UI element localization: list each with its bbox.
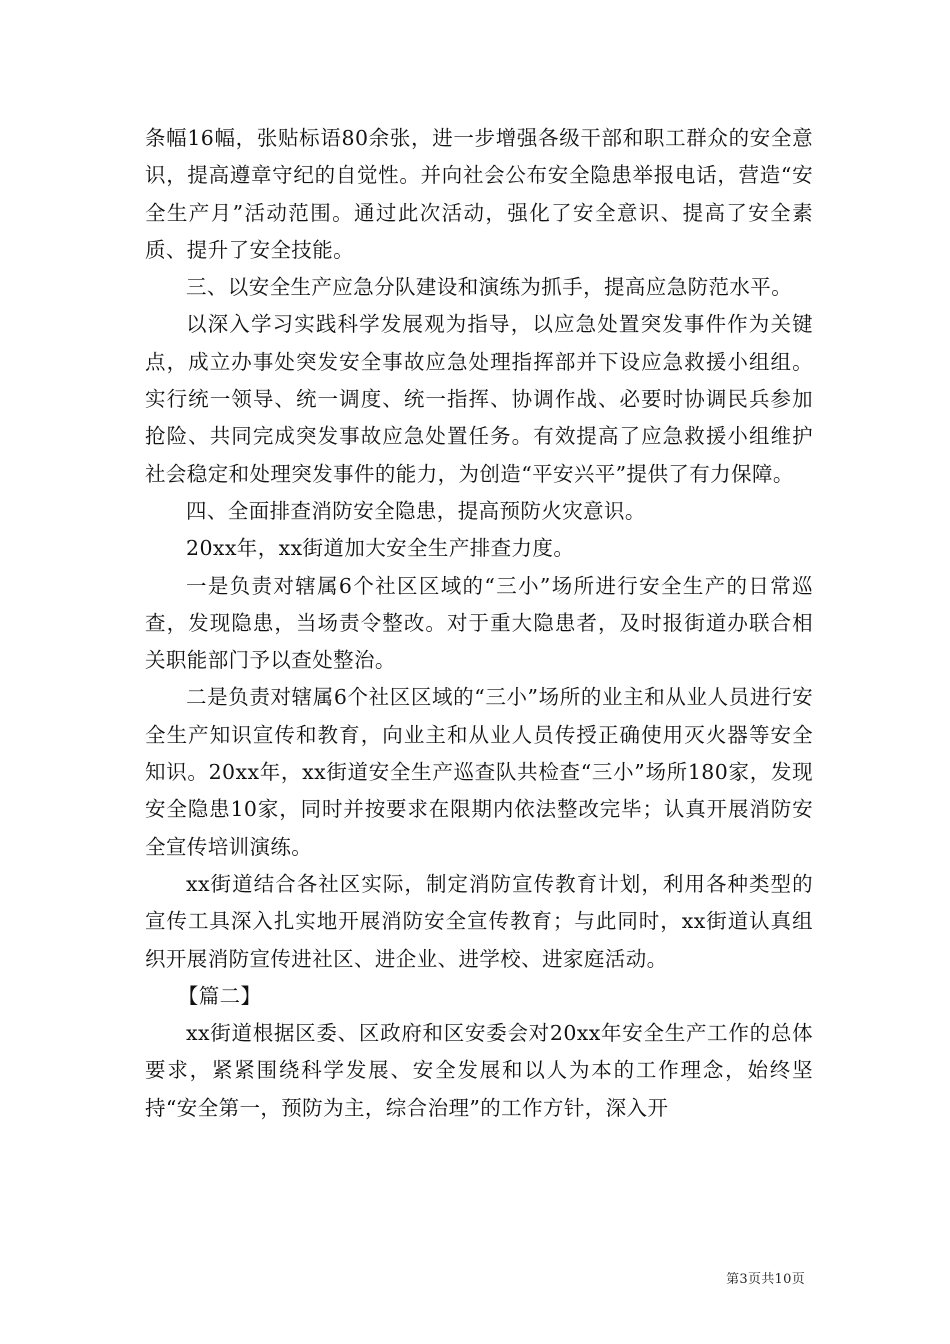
paragraph-emergency-team: 以深入学习实践科学发展观为指导，以应急处置突发事件作为关键点，成立办事处突发安全事故应急处理指挥部并下设应急救援小组组。实行统一领导、统一调度、统一指挥、协调作战、必要时协调民兵参加抢险、共同完成突发事故应急处置任务。有效提高了应急救援小组维护社会稳定和处理突发事件的能力，为创造“平安兴平”提供了有力保障。 <box>145 312 813 486</box>
document-body <box>145 120 813 1127</box>
section-heading-four: 四、全面排查消防安全隐患，提高预防火灾意识。 <box>186 498 646 523</box>
paragraph-inspection-intro: 20xx年，xx街道加大安全生产排查力度。 <box>186 536 575 561</box>
paragraph-point-one: 一是负责对辖属6个社区区域的“三小”场所进行安全生产的日常巡查，发现隐患，当场责令整改。对于重大隐患者，及时报街道办联合相关职能部门予以查处整治。 <box>145 573 813 673</box>
section-heading-three: 三、以安全生产应急分队建设和演练为抓手，提高应急防范水平。 <box>186 275 793 300</box>
paragraph-continuation: 条幅16幅，张贴标语80余张，进一步增强各级干部和职工群众的安全意识，提高遵章守纪的自觉性。并向社会公布安全隐患举报电话，营造“安全生产月”活动范围。通过此次活动，强化了安全意识、提高了安全素质、提升了安全技能。 <box>145 126 813 262</box>
section-marker-part-two: 【篇二】 <box>177 983 262 1008</box>
paragraph-point-two: 二是负责对辖属6个社区区域的“三小”场所的业主和从业人员进行安全生产知识宣传和教育，向业主和从业人员传授正确使用灭火器等安全知识。20xx年，xx街道安全生产巡查队共检查“三小”场所180家，发现安全隐患10家，同时并按要求在限期内依法整改完毕；认真开展消防安全宣传培训演练。 <box>145 685 813 859</box>
paragraph-fire-education: xx街道结合各社区实际，制定消防宣传教育计划，利用各种类型的宣传工具深入扎实地开展消防安全宣传教育；与此同时，xx街道认真组织开展消防宣传进社区、进企业、进学校、进家庭活动。 <box>145 871 813 971</box>
page-number: 第3页共10页 <box>726 1272 805 1287</box>
paragraph-part-two-intro: xx街道根据区委、区政府和区安委会对20xx年安全生产工作的总体要求，紧紧围绕科学发展、安全发展和以人为本的工作理念，始终坚持“安全第一，预防为主，综合治理”的工作方针，深入开 <box>145 1021 813 1120</box>
